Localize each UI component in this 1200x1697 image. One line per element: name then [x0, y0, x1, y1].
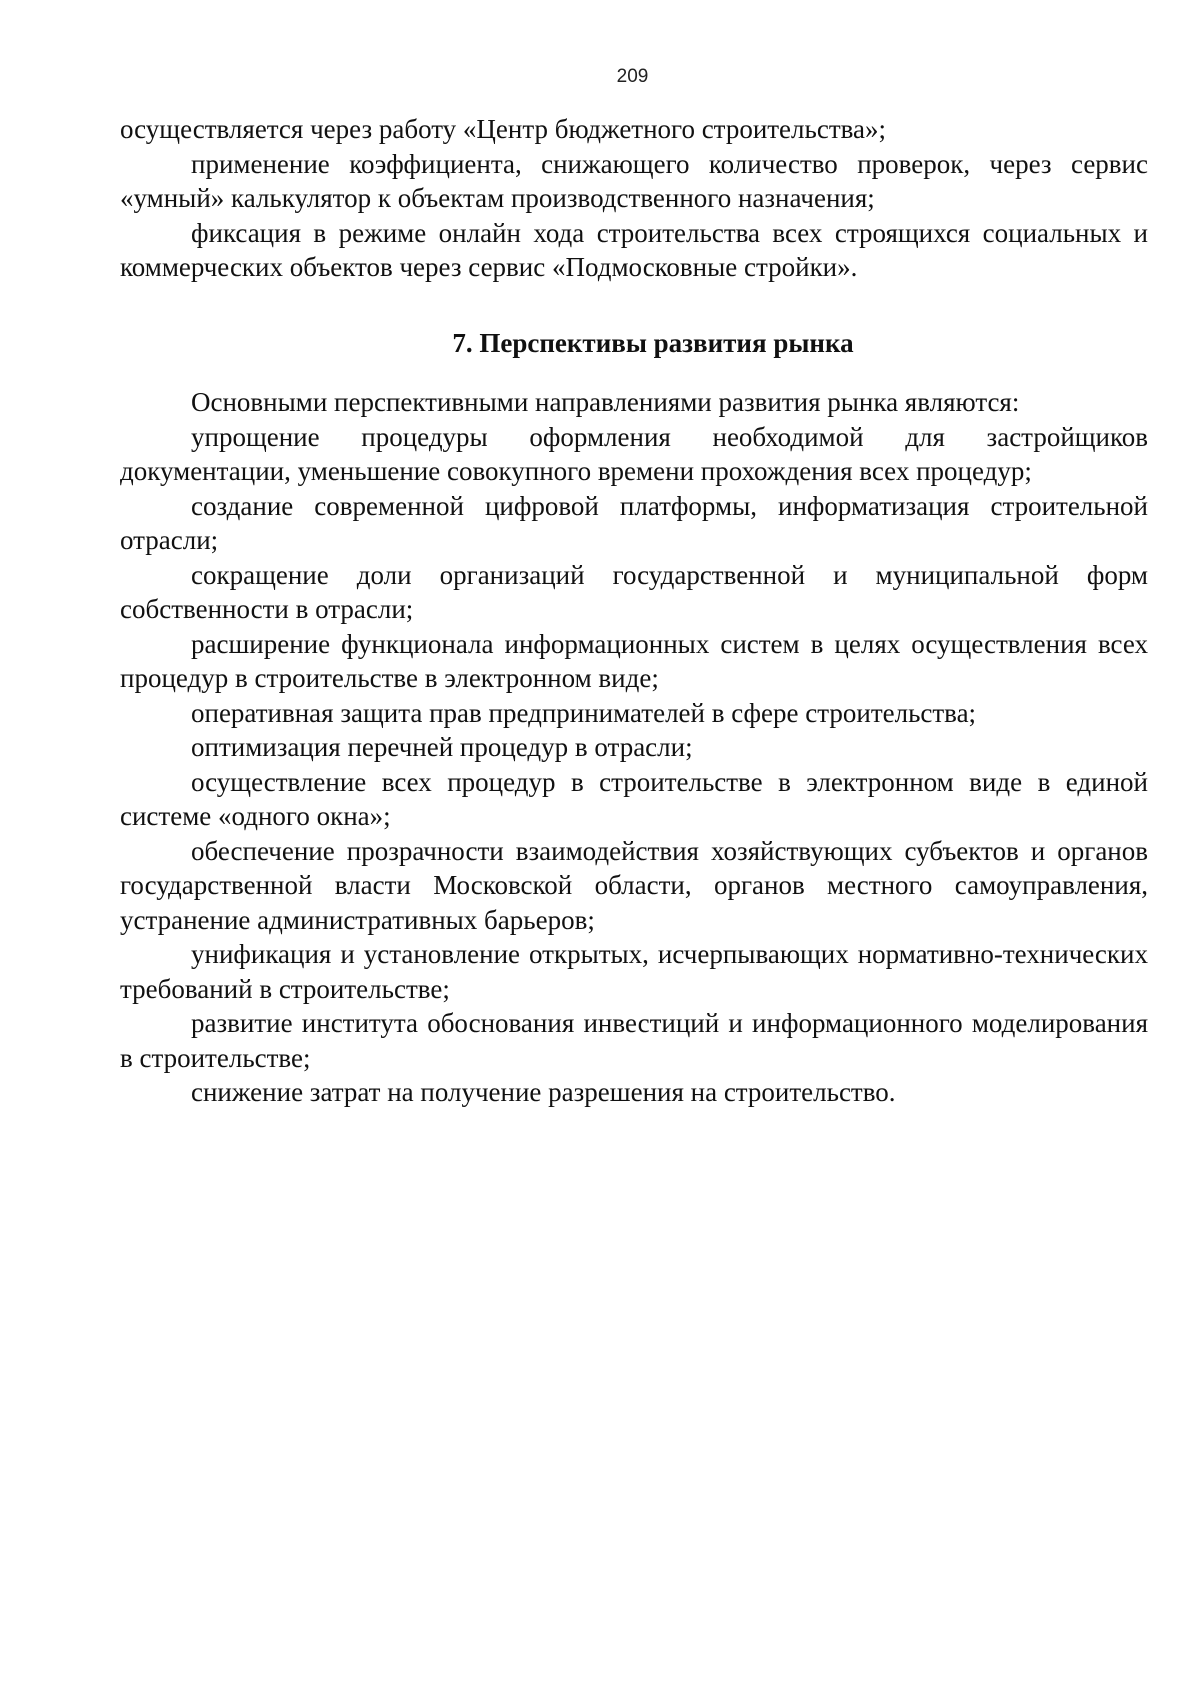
paragraph: осуществляется через работу «Центр бюджетного строительства»; [120, 114, 886, 144]
paragraph: обеспечение прозрачности взаимодействия хозяйствующих субъектов и органов государственной власти Московской области, органов местного самоуправления, устранение административных барьеров; [120, 835, 1148, 935]
paragraph: снижение затрат на получение разрешения на строительство. [191, 1077, 896, 1107]
paragraph: создание современной цифровой платформы, информатизация строительной отрасли; [120, 490, 1148, 555]
paragraph: применение коэффициента, снижающего количество проверок, через сервис «умный» калькулятор к объектам производственного назначения; [120, 148, 1148, 213]
section-body [120, 385, 1148, 1110]
paragraph: унификация и установление открытых, исчерпывающих нормативно-технических требований в строительстве; [120, 939, 1148, 1004]
paragraph: фиксация в режиме онлайн хода строительства всех строящихся социальных и коммерческих объектов через сервис «Подмосковные стройки». [120, 217, 1148, 282]
paragraph: оперативная защита прав предпринимателей в сфере строительства; [191, 697, 977, 728]
paragraph: осуществление всех процедур в строительстве в электронном виде в единой системе «одного окна»; [120, 766, 1148, 831]
paragraph: сокращение доли организаций государственной и муниципальной форм собственности в отрасли; [120, 559, 1148, 624]
paragraph: упрощение процедуры оформления необходимой для застройщиков документации, уменьшение совокупного времени прохождения всех процедур; [120, 421, 1148, 486]
page-number: 209 [616, 66, 649, 87]
paragraph: оптимизация перечней процедур в отрасли; [191, 732, 693, 762]
paragraph: развитие института обоснования инвестиций и информационного моделирования в строительстве; [120, 1008, 1148, 1073]
intro-text [120, 112, 1148, 285]
paragraph: Основными перспективными направлениями развития рынка являются: [191, 387, 1020, 417]
section-heading: 7. Перспективы развития рынка [452, 328, 854, 358]
paragraph: расширение функционала информационных систем в целях осуществления всех процедур в строительстве в электронном виде; [120, 628, 1148, 693]
